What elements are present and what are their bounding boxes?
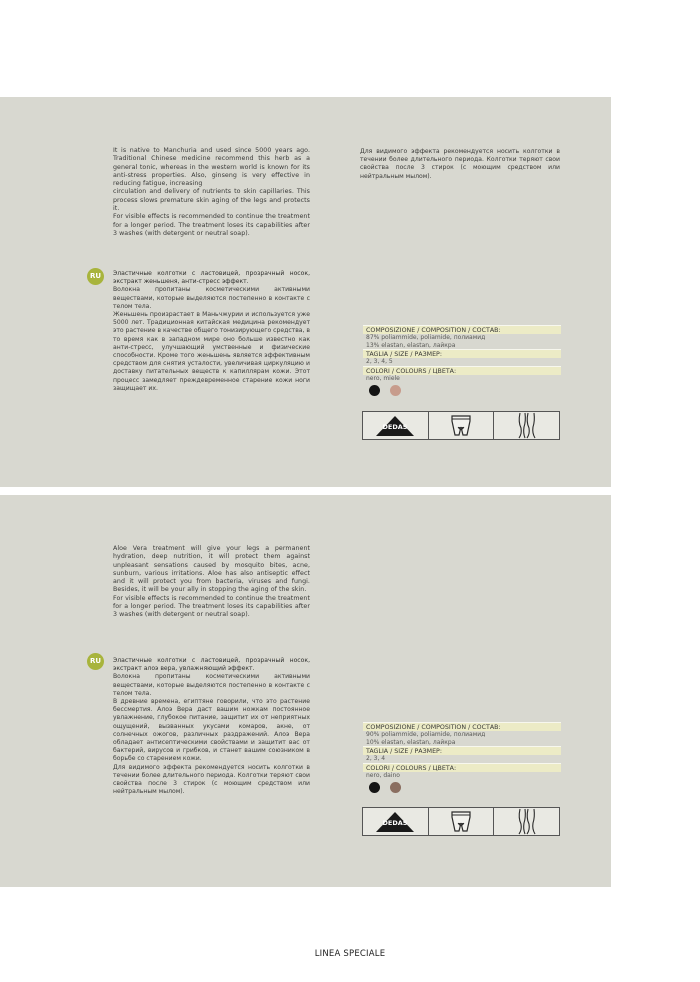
en-description — [113, 147, 310, 238]
sheer-legs-icon — [515, 808, 539, 835]
ru-language-badge: RU — [87, 653, 104, 670]
ru-care-note — [360, 148, 560, 181]
colors-label: COLORI / COLOURS / ЦВЕТА: — [363, 366, 561, 375]
ru-description — [113, 657, 310, 796]
en-paragraph: It is native to Manchuria and used since 5000 years ago. Traditional Chinese medicine recommend this herb as a general tonic, whereas in the western world is known for its anti-stress properties. Also, ginseng is very effective in reducing fatigue, increasing — [113, 147, 310, 188]
ru-paragraph: Волокна пропитаны косметическими активными веществами, которые выделяются постепенно в контакте с телом тела. — [113, 286, 310, 310]
size-values: 2, 3, 4, 5 — [366, 358, 393, 365]
ru-language-badge: RU — [87, 268, 104, 285]
sheer-leg-cell — [494, 808, 559, 835]
ru-paragraph: В древние времена, египтяне говорили, что это растение бессмертия. Алоэ Вера даст вашим ножкам постоянное увлажнение, глубокое питание, защитит их от неприятных ощущений, вызванных укусами комаров, акне, от солнечных ожогов, различных раздражений. Алоэ Вера обладает антисептическими свойствами и защитит вас от бактерий, вирусов и грибков, и станет вашим союзником в борьбе со старением кожи. — [113, 698, 310, 763]
product-icons — [362, 411, 560, 440]
en-paragraph: Aloe Vera treatment will give your legs a permanent hydration, deep nutrition, it will protect them against unpleasant sensations caused by mosquito bites, acne, sunburn, various irritations. Aloe has also antiseptic effect and it will protect you from bacteria, viruses and fungi. Besides, it will be your ally in stopping the aging of the skin. — [113, 545, 310, 594]
ru-care-paragraph: Для видимого эффекта рекомендуется носить колготки в течении более длительного периода. Колготки теряют свои свойства после 3 стирок (с моющим средством или нейтральным мылом). — [360, 148, 560, 180]
ru-paragraph: Эластичные колготки с ластовицей, прозрачный носок, экстракт женьшеня, анти-стресс эффект. — [113, 270, 310, 286]
composition-label: COMPOSIZIONE / COMPOSITION / СОСТАВ: — [363, 722, 561, 731]
color-swatches — [363, 779, 561, 793]
colors-label: COLORI / COLOURS / ЦВЕТА: — [363, 763, 561, 772]
product-panel-ginseng — [0, 97, 611, 487]
panty-cell — [429, 412, 495, 439]
sheer-legs-icon — [515, 412, 539, 439]
color-swatches — [363, 382, 561, 396]
en-paragraph: circulation and delivery of nutrients to skin capillaries. This process slows premature skin aging of the legs and protects it. — [113, 188, 310, 213]
sheer-leg-cell — [494, 412, 559, 439]
en-description — [113, 545, 310, 620]
swatch-daino — [390, 782, 401, 793]
swatch-nero — [369, 782, 380, 793]
product-icons — [362, 807, 560, 836]
size-label: TAGLIA / SIZE / РАЗМЕР: — [363, 349, 561, 358]
en-paragraph: For visible effects is recommended to continue the treatment for a longer period. The treatment loses its capabilities after 3 washes (with detergent or neutral soap). — [113, 594, 310, 619]
spec-table — [363, 722, 561, 793]
brand-logo-icon — [374, 414, 416, 438]
composition-line: 90% poliammide, poliamide, полиамид — [366, 731, 486, 738]
brand-logo-text: DEDAS — [382, 422, 408, 431]
composition-line: 10% elastan, elastan, лайкра — [366, 738, 456, 746]
panty-cell — [429, 808, 495, 835]
ru-paragraph: Волокна пропитаны косметическими активными веществами, которые выделяются постепенно в контакте с телом тела. — [113, 673, 310, 697]
brand-logo-text: DEDAS — [382, 818, 408, 827]
brand-logo-icon — [374, 810, 416, 834]
panty-briefs-icon — [448, 809, 474, 834]
brand-logo-cell — [363, 808, 429, 835]
colors-values: nero, miele — [366, 374, 400, 382]
footer-title: LINEA SPECIALE — [314, 949, 386, 959]
ru-paragraph: Эластичные колготки с ластовицей, прозрачный носок, экстракт алоэ вера, увлажняющий эффект. — [113, 657, 310, 673]
size-label: TAGLIA / SIZE / РАЗМЕР: — [363, 746, 561, 755]
swatch-miele — [390, 385, 401, 396]
ru-description — [113, 270, 310, 393]
spec-table — [363, 325, 561, 396]
panty-briefs-icon — [448, 413, 474, 438]
swatch-nero — [369, 385, 380, 396]
composition-line: 87% poliammide, poliamide, полиамид — [366, 334, 486, 341]
composition-line: 13% elastan, elastan, лайкра — [366, 341, 456, 349]
composition-label: COMPOSIZIONE / COMPOSITION / СОСТАВ: — [363, 325, 561, 334]
product-panel-aloe — [0, 495, 611, 887]
colors-values: nero, daino — [366, 771, 400, 779]
brand-logo-cell — [363, 412, 429, 439]
size-values: 2, 3, 4 — [366, 755, 386, 762]
ru-paragraph: Для видимого эффекта рекомендуется носить колготки в течении более длительного периода. Колготки теряют свои свойства после 3 стирок (с моющим средством или нейтральным мылом). — [113, 763, 310, 796]
en-paragraph: For visible effects is recommended to continue the treatment for a longer period. The treatment loses its capabilities after 3 washes (with detergent or neutral soap). — [113, 213, 310, 237]
ru-paragraph: Женьшень произрастает в Маньчжурии и используется уже 5000 лет. Традиционная китайская медицина рекомендует это растение в качестве общего тонизирующего средства, в то время как в западном мире оно больше известно как анти-стресс, улучшающий умственные и физические способности. Кроме того женьшень является эффективным средством для снятия усталости, увеличивая циркуляцию и доставку питательных веществ к капиллярам кожи. Этот процесс замедляет преждевременное старение кожи ноги защищает их. — [113, 311, 311, 392]
